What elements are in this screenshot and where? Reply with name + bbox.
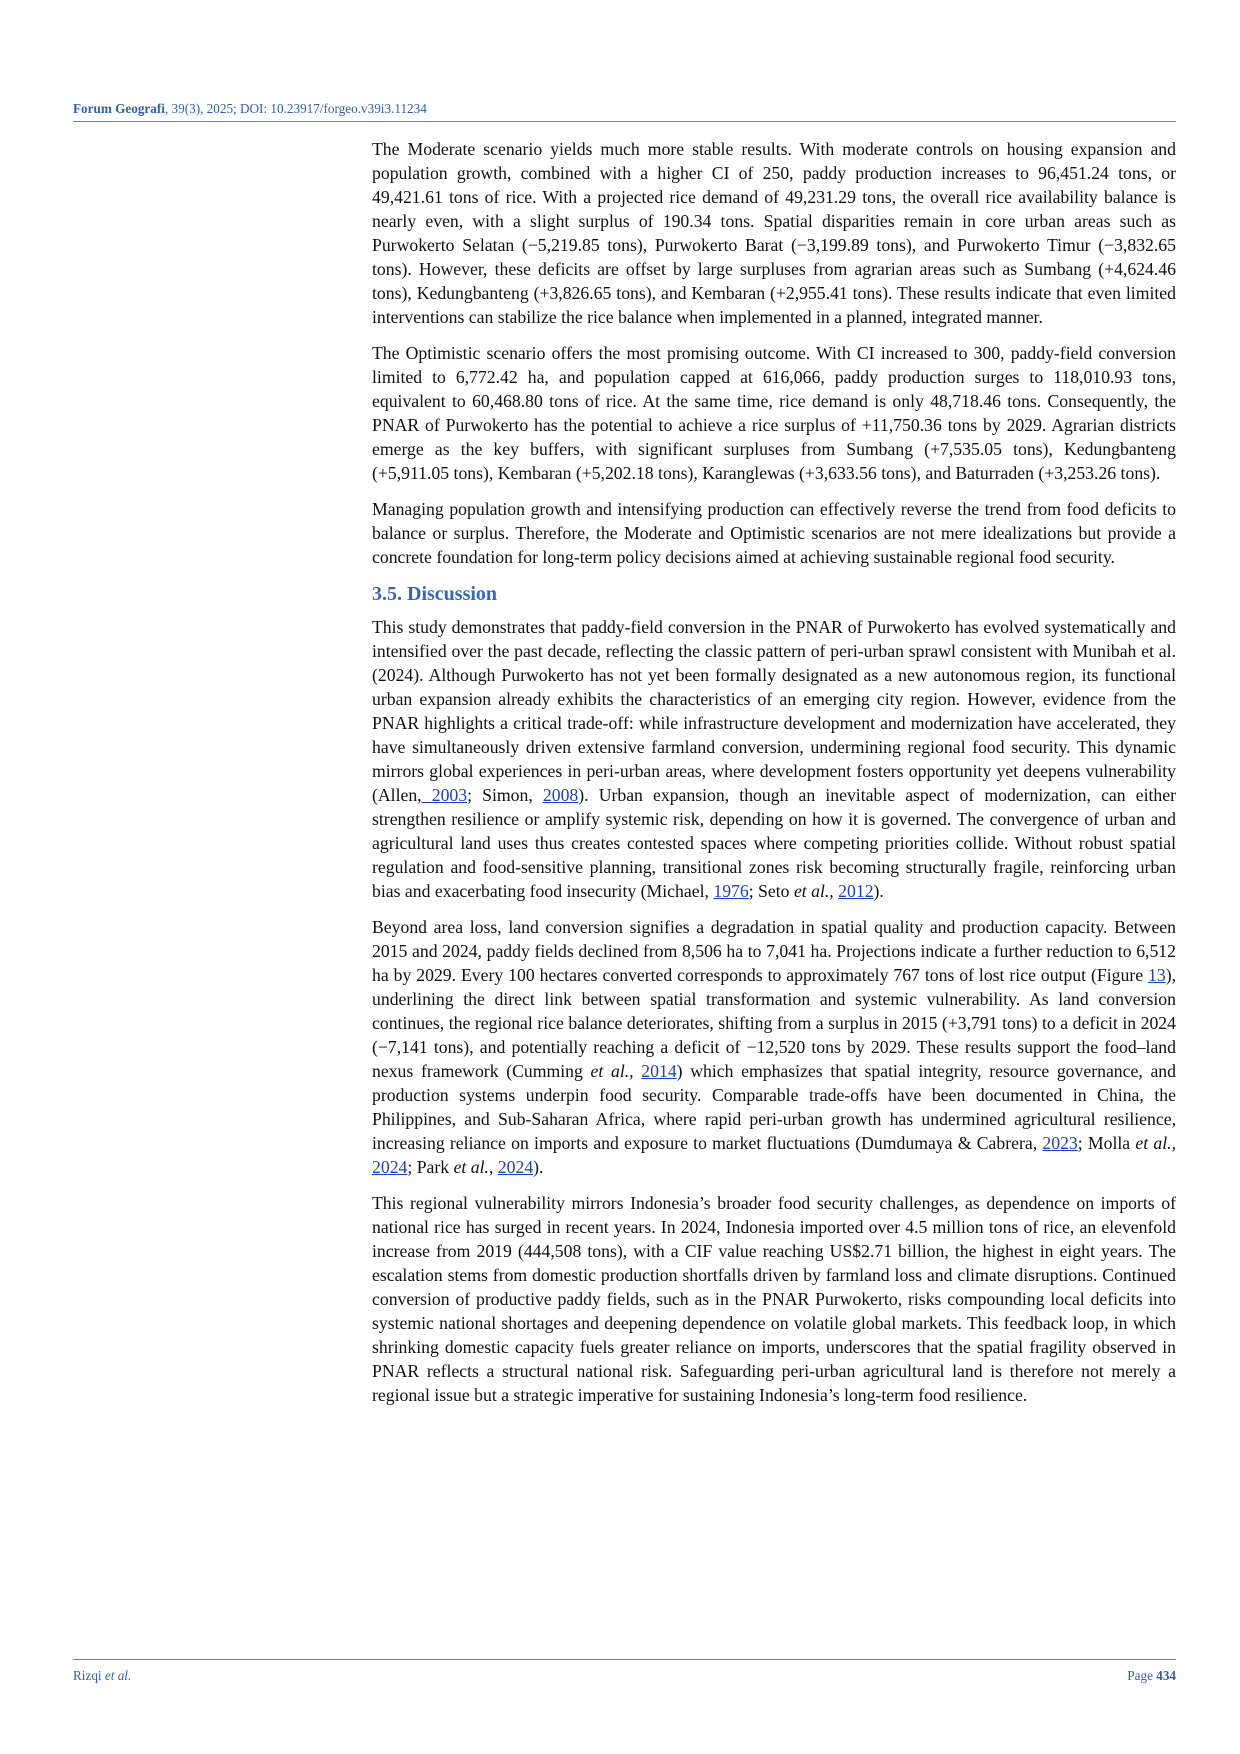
journal-name: Forum Geografi [73,101,165,116]
text-run: ; Simon, [467,785,543,805]
author-name: Rizqi [73,1668,105,1683]
text-run: ) which emphasizes that spatial integrity, resource governance, and production systems underpin food security. Comparable trade-offs have been documented in China, the Philippines, and Sub-Saharan Africa, where rapid peri-urban growth has undermined agricultural resilience, increasing reliance on imports and exposure to market fluctuations (Dumdumaya & Cabrera, [372,1061,1176,1153]
text-run: ). Urban expansion, though an inevitable aspect of modernization, can either strengthen resilience or amplify systemic risk, depending on how it is governed. The convergence of urban and agricultural land uses thus creates contested spaces where competing priorities collide. Without robust spatial regulation and food-sensitive planning, transitional zones risk becoming structurally fragile, reinforcing urban bias and exacerbating food insecurity (Michael, [372,785,1176,901]
et-al: et al. [104,1668,132,1683]
et-al: et al., [1135,1133,1176,1153]
et-al: et al., [793,881,834,901]
footer-rule [73,1659,1176,1660]
section-heading-discussion: 3.5. Discussion [372,583,498,605]
header-rule [73,121,1176,122]
text-run: ; Molla [1077,1133,1136,1153]
citation-link[interactable]: 2024 [497,1157,534,1177]
text-run: Beyond area loss, land conversion signifies a degradation in spatial quality and production capacity. Between 2015 and 2024, paddy fields declined from 8,506 ha to 7,041 ha. Projections indicate a further reduction to 6,512 ha by 2029. Every 100 hectares converted corresponds to approximately 767 tons of lost rice output (Figure [372,917,1176,985]
et-al: et al., [590,1061,634,1081]
text-run: ; Seto [748,881,794,901]
citation-link[interactable]: 2003 [421,785,468,805]
paragraph-discussion-3: This regional vulnerability mirrors Indonesia’s broader food security challenges, as dependence on imports of national rice has surged in recent years. In 2024, Indonesia imported over 4.5 million tons of rice, an elevenfold increase from 2019 (444,508 tons), with a CIF value reaching US$2.71 billion, the highest in eight years. The escalation stems from domestic production shortfalls driven by farmland loss and climate disruptions. Continued conversion of productive paddy fields, such as in the PNAR Purwokerto, risks compounding local deficits into systemic national shortages and deepening dependence on volatile global markets. This feedback loop, in which shrinking domestic capacity fuels greater reliance on imports, underscores that the spatial fragility observed in PNAR reflects a structural national risk. Safeguarding peri-urban agricultural land is therefore not merely a regional issue but a strategic imperative for sustaining Indonesia’s long-term food resilience. [372,1193,1176,1405]
journal-citation: , 39(3), 2025; DOI: 10.23917/forgeo.v39i3.11234 [164,101,427,116]
text-run: This study demonstrates that paddy-field conversion in the PNAR of Purwokerto has evolved systematically and intensified over the past decade, reflecting the classic pattern of peri-urban sprawl consistent with Munibah et al. (2024). Although Purwokerto has not yet been formally designated as a new autonomous region, its functional urban expansion already exhibits the characteristics of an emerging city region. However, evidence from the PNAR highlights a critical trade-off: while infrastructure development and modernization have accelerated, they have simultaneously driven extensive farmland conversion, undermining regional food security. This dynamic mirrors global experiences in peri-urban areas, where development fosters opportunity yet deepens vulnerability (Allen, [372,617,1176,805]
page-label: Page [1127,1668,1157,1683]
paragraph-discussion-1 [372,615,1176,903]
et-al: et al., [453,1157,494,1177]
citation-link[interactable]: 2014 [641,1061,677,1081]
paragraph-discussion-2 [372,915,1176,1179]
citation-link[interactable]: 2012 [838,881,874,901]
paragraph-optimistic-scenario: The Optimistic scenario offers the most promising outcome. With CI increased to 300, paddy-field conversion limited to 6,772.42 ha, and population capped at 616,066, paddy production surges to 118,010.93 tons, equivalent to 60,468.80 tons of rice. At the same time, rice demand is only 48,718.46 tons. Consequently, the PNAR of Purwokerto has the potential to achieve a rice surplus of +11,750.36 tons by 2029. Agrarian districts emerge as the key buffers, with significant surpluses from Sumbang (+7,535.05 tons), Kedungbanteng (+5,911.05 tons), Kembaran (+5,202.18 tons), Karanglewas (+3,633.56 tons), and Baturraden (+3,253.26 tons). [372,343,1176,483]
citation-link[interactable]: 2008 [542,785,579,805]
article-body [372,137,1176,1419]
paragraph-moderate-scenario: The Moderate scenario yields much more stable results. With moderate controls on housing expansion and population growth, combined with a higher CI of 250, paddy production increases to 96,451.24 tons, or 49,421.61 tons of rice. With a projected rice demand of 49,231.29 tons, the overall rice availability balance is nearly even, with a slight surplus of 190.34 tons. Spatial disparities remain in core urban areas such as Purwokerto Selatan (−5,219.85 tons), Purwokerto Barat (−3,199.89 tons), and Purwokerto Timur (−3,832.65 tons). However, these deficits are offset by large surpluses from agrarian areas such as Sumbang (+4,624.46 tons), Kedungbanteng (+3,826.65 tons), and Kembaran (+2,955.41 tons). These results indicate that even limited interventions can stabilize the rice balance when implemented in a planned, integrated manner. [372,139,1176,327]
figure-link[interactable]: 13 [1148,965,1166,985]
text-run: ). [873,881,884,901]
citation-link[interactable]: 2024 [372,1157,408,1177]
citation-link[interactable]: 1976 [713,881,749,901]
footer-author [73,1668,131,1684]
citation-link[interactable]: 2023 [1042,1133,1078,1153]
running-header [73,101,1176,117]
text-run: ). [533,1157,544,1177]
footer-page [1127,1668,1176,1684]
paragraph-managing-growth: Managing population growth and intensifying production can effectively reverse the trend from food deficits to balance or surplus. Therefore, the Moderate and Optimistic scenarios are not mere idealizations but provide a concrete foundation for long-term policy decisions aimed at achieving sustainable regional food security. [372,499,1176,567]
text-run: ; Park [407,1157,454,1177]
text-run: ), underlining the direct link between spatial transformation and systemic vulnerability. As land conversion continues, the regional rice balance deteriorates, shifting from a surplus in 2015 (+3,791 tons) to a deficit in 2024 (−7,141 tons), and potentially reaching a deficit of −12,520 tons by 2029. These results support the food–land nexus framework (Cumming [372,965,1176,1081]
page-number: 434 [1156,1668,1176,1683]
